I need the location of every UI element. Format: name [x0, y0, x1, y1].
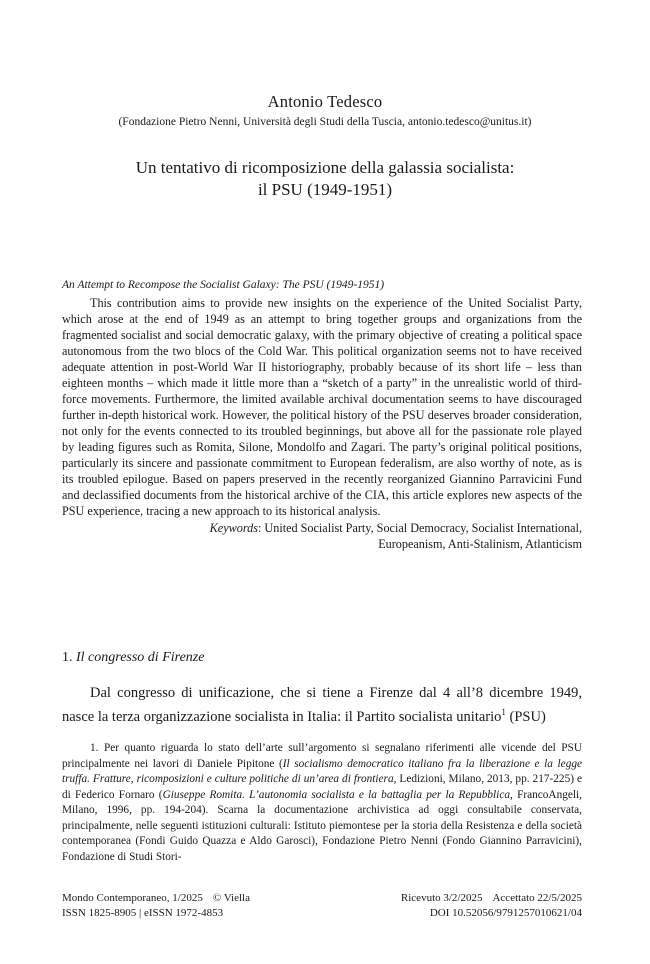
- publisher: © Viella: [212, 892, 250, 904]
- keywords: [62, 520, 582, 552]
- doi[interactable]: DOI 10.52056/9791257010621/04: [429, 907, 582, 919]
- footer-right: [401, 891, 582, 921]
- keywords-line-1: : United Socialist Party, Social Democracy, Socialist International,: [257, 521, 582, 535]
- footnote-book-title-1: Il socialismo democratico italiano fra la liberazione e la legge truffa. Fratture, ricomposizioni e culture politiche di un’area di frontiera: [62, 757, 582, 785]
- footnote-text-1: 1. Per quanto riguarda lo stato dell’arte sull’argomento si segnalano riferimenti alle vicende del PSU principalmente nei lavori di Daniele Pipitone (: [62, 742, 582, 770]
- journal-issue: Mondo Contemporaneo, 1/2025: [62, 892, 203, 904]
- body-text: Dal congresso di unificazione, che si tiene a Firenze dal 4 all’8 dicembre 1949, nasce la terza organizzazione socialista in Italia: il Partito socialista unitario: [62, 685, 582, 725]
- received-date: Ricevuto 3/2/2025: [400, 892, 483, 904]
- article-title: [0, 157, 650, 201]
- author-affiliation: (Fondazione Pietro Nenni, Università degli Studi della Tuscia, antonio.tedesco@unitus.it): [118, 116, 532, 128]
- section-heading: [62, 650, 582, 666]
- footnote-book-title-2: Giuseppe Romita. L’autonomia socialista e la battaglia per la Repubblica: [162, 788, 510, 801]
- title-line-2: il PSU (1949-1951): [257, 180, 393, 199]
- abstract: [62, 277, 582, 552]
- body-paragraph: [62, 684, 582, 727]
- section-title: Il congresso di Firenze: [76, 650, 205, 665]
- abstract-title: An Attempt to Recompose the Socialist Galaxy: The PSU (1949-1951): [62, 279, 385, 291]
- author-name: Antonio Tedesco: [267, 92, 383, 111]
- title-line-1: Un tentativo di ricomposizione della galassia socialista:: [135, 158, 515, 177]
- abstract-body: This contribution aims to provide new insights on the experience of the United Socialist Party, which arose at the end of 1949 as an attempt to bring together groups and organizations from the fragmented socialist and social democratic galaxy, with the primary objective of creating a political space autonomous from the two blocs of the Cold War. This political organization seems not to have received adequate attention in post-World War II historiography, probably because of its short life – less than eighteen months – which made it little more than a “sketch of a party” in the unrealistic world of third-force movements. Furthermore, the limited available archival documentation seems to have discouraged further in-depth historical work. However, the political history of the PSU deserves broader consideration, not only for the events connected to its troubled beginnings, but above all for the passionate role played by leading figures such as Romita, Silone, Mondolfo and Zagari. The party’s original political positions, particularly its sincere and passionate commitment to European federalism, are also worthy of note, as is its troubled epilogue. Based on papers preserved in the recently reorganized Giannino Parravicini Fund and declassified documents from the historical archive of the CIA, this article explores new aspects of the PSU experience, tracing a new approach to its historical analysis.: [62, 296, 582, 518]
- footnote-marker[interactable]: 1: [501, 707, 506, 717]
- issn: ISSN 1825-8905 | eISSN 1972-4853: [62, 907, 224, 919]
- keywords-line-2: Europeanism, Anti-Stalinism, Atlanticism: [378, 537, 582, 551]
- footnote-text-3: , FrancoAngeli, Milano, 1996, pp. 194-204). Scarna la documentazione archivistica ad oggi consultabile conservata, principalmente, nelle seguenti istituzioni culturali: Istituto piemontese per la storia della Resistenza e della società contemporanea (Fondi Guido Quazza e Aldo Garosci), Fondazione Pietro Nenni (Fondo Giannino Parravicini), Fondazione di Studi Stori-: [62, 788, 583, 863]
- section-number: 1.: [62, 650, 73, 665]
- footnote-text-2: , Ledizioni, Milano, 2013, pp. 217-225) e di Federico Fornaro (: [62, 773, 582, 801]
- footer-left: [62, 891, 250, 921]
- keywords-label: Keywords: [209, 521, 258, 535]
- accepted-date: Accettato 22/5/2025: [492, 892, 582, 904]
- body-text-end: (PSU): [505, 708, 546, 725]
- footnote-1: [62, 741, 582, 865]
